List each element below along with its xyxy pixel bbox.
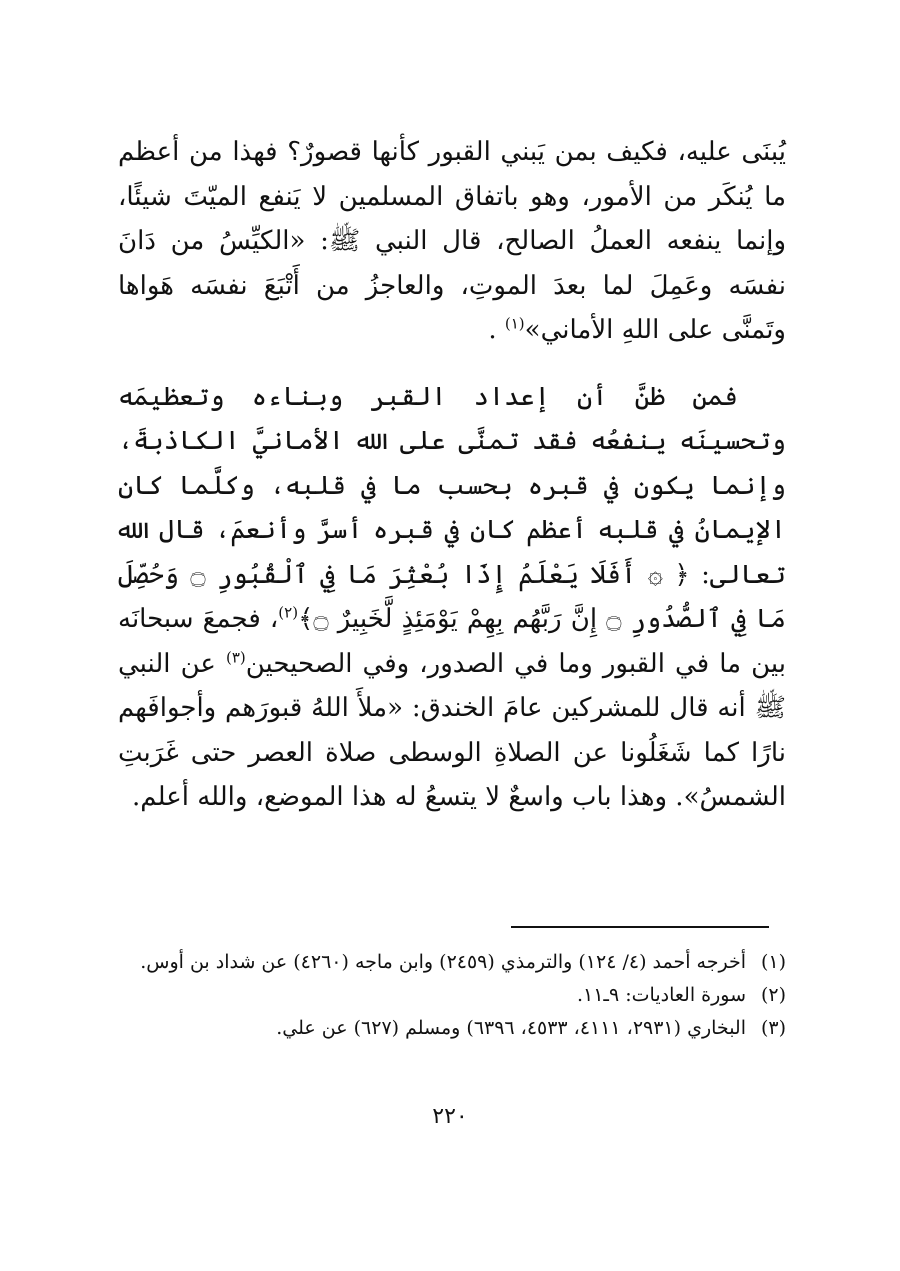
paragraph-2-text-b: ، فجمعَ سبحانَه بين ما في القبور وما في الصدور، وفي الصحيحين (118, 604, 786, 679)
footnote-ref-1[interactable]: (١) (504, 314, 525, 333)
footnote-3 (118, 1012, 786, 1045)
page-number: ٢٢٠ (432, 1104, 468, 1129)
footnote-number: (١) (760, 951, 786, 973)
paragraph-1-text: يُبنَى عليه، فكيف بمن يَبني القبور كأنها قصورٌ؟ فهذا من أعظم ما يُنكَر من الأمور، وهو باتفاق المسلمين لا يَنفع الميّتَ شيئًا، وإنما ينفعه العملُ الصالح، قال النبي ﷺ: «الكيِّسُ من دَانَ نفسَه وعَمِلَ لما بعدَ الموتِ، والعاجزُ من أَتْبَعَ نفسَه هَواها وتَمنَّى على اللهِ الأماني» (118, 137, 786, 345)
paragraph-2-text-c: عن النبي ﷺ أنه قال للمشركين عامَ الخندق: «ملأَ اللهُ قبورَهم وأجوافَهم نارًا كما شَغَلُونا عن الصلاةِ الوسطى صلاة العصر حتى غَرَبتِ الشمسُ». وهذا باب واسعٌ لا يتسعُ له هذا الموضع، والله أعلم. (118, 648, 786, 812)
footnote-text: أخرجه أحمد (٤/ ١٢٤) والترمذي (٢٤٥٩) وابن ماجه (٤٢٦٠) عن شداد بن أوس. (140, 951, 746, 973)
footnote-1 (118, 946, 786, 979)
footnotes (118, 946, 786, 1045)
footnote-ref-2[interactable]: (٢) (278, 603, 299, 622)
main-text (118, 130, 786, 820)
footnote-number: (٢) (760, 984, 786, 1006)
footnote-text: البخاري (٢٩٣١، ٤١١١، ٤٥٣٣، ٦٣٩٦) ومسلم (٦٢٧) عن علي. (276, 1017, 746, 1039)
paragraph-2-text-a: فمن ظنَّ أن إعداد القبر وبناءه وتعظيمَه وتحسينَه ينفعُه فقد تمنَّى على الله الأمانيَّ الكاذبةَ، وإنما يكون في قبره بحسب ما في قلبه، وكلَّما كان الإيمانُ في قلبه أعظم كان في قبره أسرَّ وأنعمَ، قال الله تعالى: ﴿ ۞ أَفَلَا يَعْلَمُ إِذَا بُعْثِرَ مَا فِي ٱلْقُبُورِ ۝ وَحُصِّلَ مَا فِي ٱلصُّدُورِ ۝ إِنَّ رَبَّهُم بِهِمْ يَوْمَئِذٍ لَّخَبِيرٌ ۝﴾ (118, 381, 787, 634)
footnote-separator (511, 926, 769, 928)
footnote-text: سورة العاديات: ٩ـ١١. (576, 984, 746, 1006)
paragraph-2 (118, 375, 786, 820)
footnote-2 (118, 979, 786, 1012)
paragraph-1 (118, 130, 786, 353)
footnote-number: (٣) (760, 1017, 786, 1039)
footnote-ref-3[interactable]: (٣) (225, 647, 246, 666)
paragraph-1-end: . (488, 315, 505, 345)
